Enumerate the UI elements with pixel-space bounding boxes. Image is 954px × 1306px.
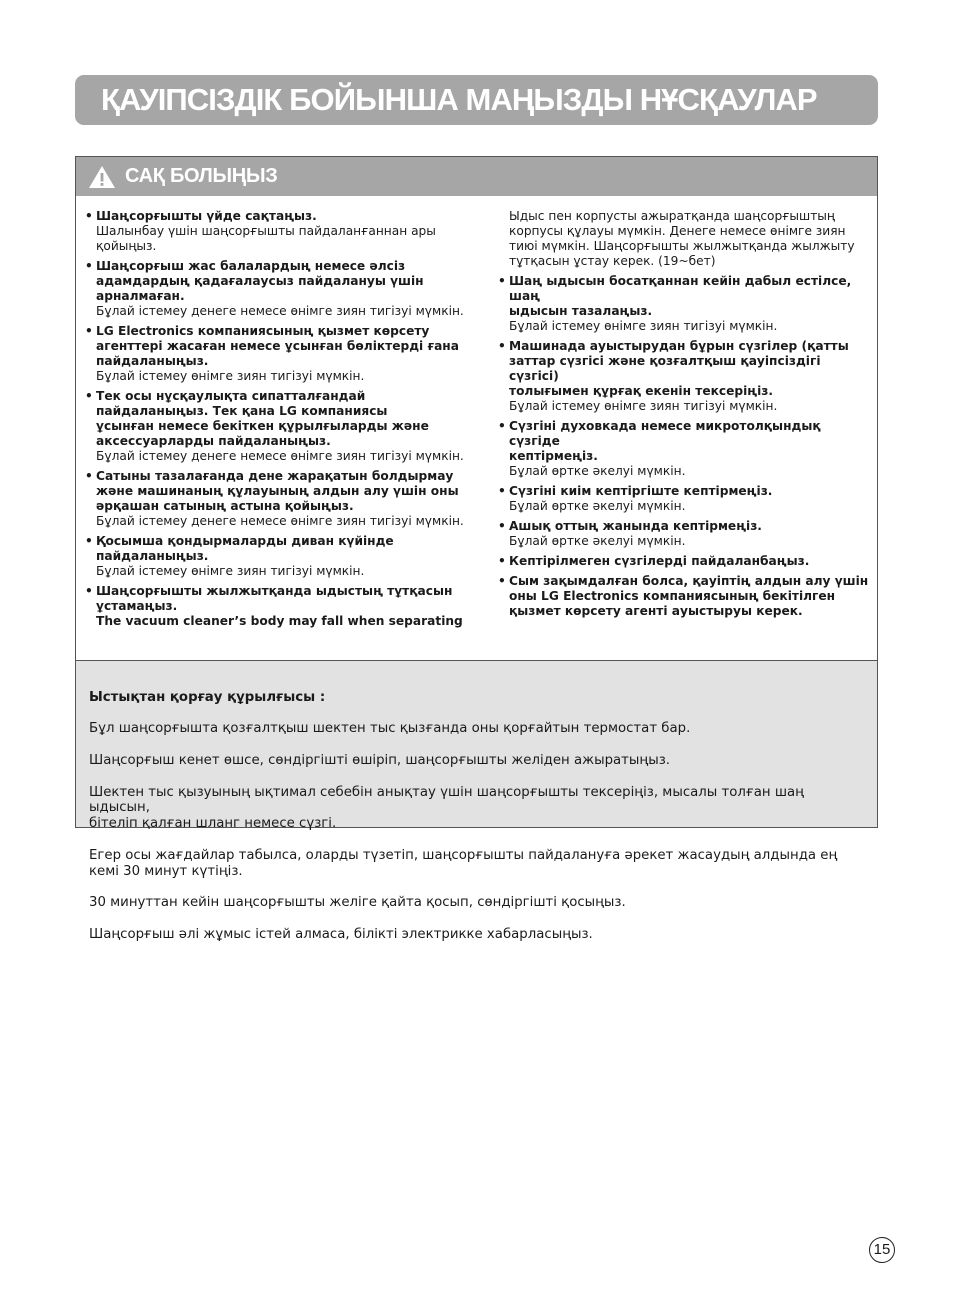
caution-left-column: [85, 209, 475, 634]
caution-item-note: Бұлай істемеу денеге немесе өнімге зиян тигізуі мүмкін.: [96, 514, 464, 528]
caution-section: [75, 156, 878, 662]
thermal-protector-section: [75, 660, 878, 942]
caution-item: [85, 389, 475, 464]
caution-label: САҚ БОЛЫҢЫЗ: [125, 165, 278, 187]
thermal-protector-line: Шаңсорғыш әлі жұмыс істей алмаса, білікті электрикке хабарласыңыз.: [89, 926, 593, 942]
caution-item-note: Бұлай өртке әкелуі мүмкін.: [509, 534, 686, 548]
caution-continuation-text: Ыдыс пен корпусты ажыратқанда шаңсорғыштың корпусы құлауы мүмкін. Денеге немесе өнімге зиян тиюі мүмкін. Шаңсорғышты жылжытқанда жылжыту тұтқасын ұстау керек. (19~бет): [509, 209, 855, 268]
caution-item: [85, 534, 475, 579]
caution-item-note: Бұлай өртке әкелуі мүмкін.: [509, 464, 686, 478]
caution-item-title: • Машинада ауыстырудан бұрын сүзгілер (қатты заттар сүзгісі және қозғалтқыш қауіпсіздігі сүзгісі) толығымен құрғақ екенін тексеріңіз.: [509, 339, 849, 398]
caution-item: [85, 324, 475, 384]
warning-triangle-icon: [88, 165, 116, 189]
caution-item-title: • Кептірілмеген сүзгілерді пайдаланбаңыз.: [509, 554, 810, 568]
caution-item: [85, 209, 475, 254]
caution-item-title: • LG Electronics компаниясының қызмет көрсету агенттері жасаған немесе ұсынған бөліктерді ғана пайдаланыңыз.: [96, 324, 459, 368]
caution-item-note: Бұлай істемеу денеге немесе өнімге зиян тигізуі мүмкін.: [96, 449, 464, 463]
caution-item-title: • Сүзгіні духовкада немесе микротолқындық сүзгіде кептірмеңіз.: [509, 419, 821, 463]
caution-item: [498, 484, 874, 514]
caution-item: [85, 469, 475, 529]
page-number: 15: [869, 1237, 895, 1263]
thermal-protector-title: Ыстықтан қорғау құрылғысы :: [89, 689, 326, 705]
caution-item: [85, 259, 475, 319]
caution-item: [498, 419, 874, 479]
thermal-protector-line: Шаңсорғыш кенет өшсе, сөндіргішті өшіріп, шаңсорғышты желіден ажыратыңыз.: [89, 752, 671, 768]
caution-item: [498, 574, 874, 619]
caution-item-title: • Шаңсорғышты үйде сақтаңыз.: [96, 209, 317, 223]
caution-item-title: • Ашық оттың жанында кептірмеңіз.: [509, 519, 762, 533]
caution-item-title: • Шаңсорғыш жас балалардың немесе әлсіз адамдардың қадағалаусыз пайдалануы үшін арналмаған.: [96, 259, 424, 303]
caution-header: [76, 157, 877, 196]
caution-item-note: Бұлай істемеу өнімге зиян тигізуі мүмкін.: [509, 319, 778, 333]
title-bar: [75, 75, 878, 125]
caution-item-title: • Қосымша қондырмаларды диван күйінде пайдаланыңыз.: [96, 534, 394, 563]
caution-item-note: Бұлай істемеу өнімге зиян тигізуі мүмкін.: [96, 369, 365, 383]
caution-item-title: • Шаңсорғышты жылжытқанда ыдыстың тұтқасын ұстамаңыз. The vacuum cleaner’s body may fall when separating: [96, 584, 463, 628]
caution-item-note: Бұлай өртке әкелуі мүмкін.: [509, 499, 686, 513]
page-title: ҚАУІПСІЗДІК БОЙЫНША МАҢЫЗДЫ НҰСҚАУЛАР: [101, 82, 817, 117]
caution-item-note: Шалынбау үшін шаңсорғышты пайдаланғаннан ары қойыңыз.: [96, 224, 436, 253]
caution-right-column: [498, 209, 874, 624]
caution-item-title: • Шаң ыдысын босатқаннан кейін дабыл естілсе, шаң ыдысын тазалаңыз.: [509, 274, 852, 318]
thermal-protector-line: 30 минуттан кейін шаңсорғышты желіге қайта қосып, сөндіргішті қосыңыз.: [89, 895, 626, 911]
caution-item-continuation: [498, 209, 874, 269]
caution-item-title: • Сүзгіні киім кептіргіште кептірмеңіз.: [509, 484, 773, 498]
caution-item: [498, 519, 874, 549]
caution-item-title: • Тек осы нұсқаулықта сипатталғандай пайдаланыңыз. Тек қана LG компаниясы ұсынған немесе бекіткен құрылғыларды және аксессуарларды пайдаланыңыз.: [96, 389, 429, 448]
thermal-protector-line: Шектен тыс қызуының ықтимал себебін анықтау үшін шаңсорғышты тексеріңіз, мысалы толған шаң ыдысын, бітеліп қалған шланг немесе сүзгі.: [89, 784, 804, 832]
caution-item-note: Бұлай істемеу өнімге зиян тигізуі мүмкін.: [509, 399, 778, 413]
caution-item: [85, 584, 475, 629]
caution-item: [498, 274, 874, 334]
thermal-protector-text: [89, 674, 869, 958]
caution-item-note: Бұлай істемеу денеге немесе өнімге зиян тигізуі мүмкін.: [96, 304, 464, 318]
caution-item-title: • Сатыны тазалағанда дене жарақатын болдырмау және машинаның құлауының алдын алу үшін оны әрқашан сатының астына қойыңыз.: [96, 469, 459, 513]
caution-item-title: • Сым зақымдалған болса, қауіптің алдын алу үшін оны LG Electronics компаниясының бекітілген қызмет көрсету агенті ауыстыруы керек.: [509, 574, 869, 618]
caution-item: [498, 339, 874, 414]
caution-item: [498, 554, 874, 569]
caution-item-note: Бұлай істемеу өнімге зиян тигізуі мүмкін.: [96, 564, 365, 578]
thermal-protector-line: Егер осы жағдайлар табылса, оларды түзетіп, шаңсорғышты пайдалануға әрекет жасаудың алдында ең кемі 30 минут күтіңіз.: [89, 847, 838, 879]
thermal-protector-line: Бұл шаңсорғышта қозғалтқыш шектен тыс қызғанда оны қорғайтын термостат бар.: [89, 721, 691, 737]
